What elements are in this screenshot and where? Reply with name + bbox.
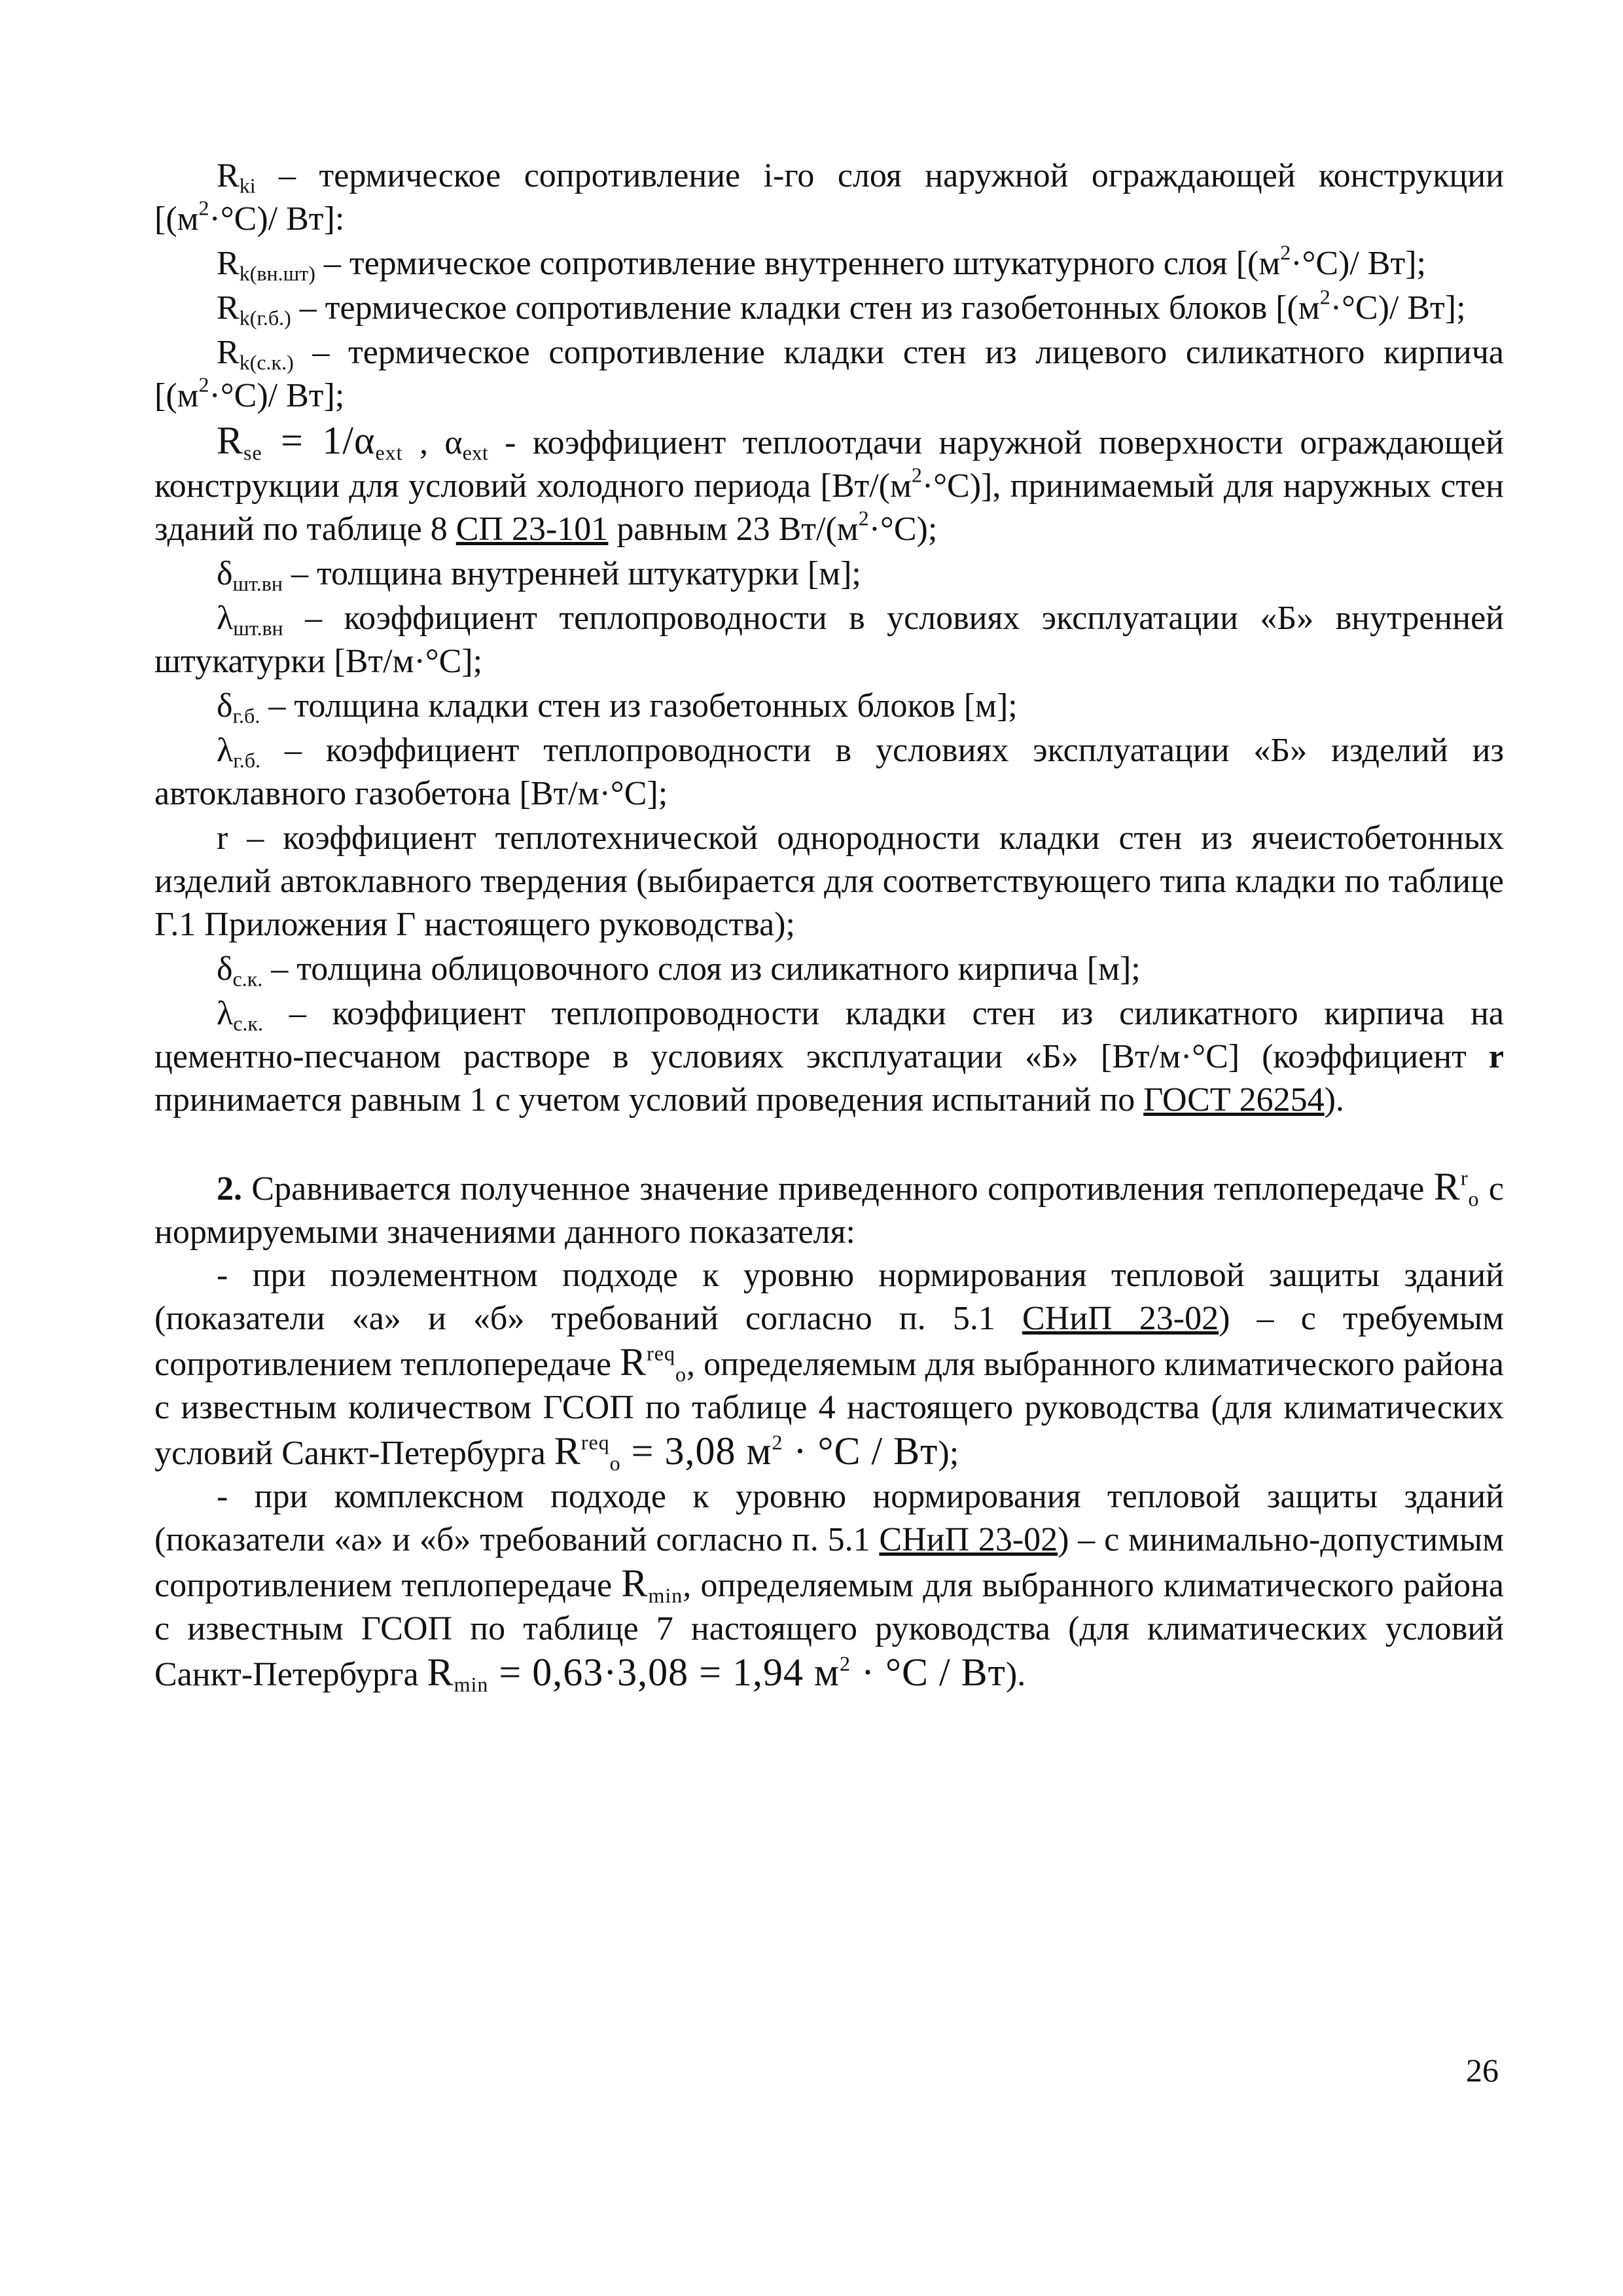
- definition-rse: $R_{se} = 1/\alpha_{ext}$ , $\alpha_{ext}$ - коэффициент теплоотдачи наружной поверхности ограждающей конструкции для условий холодного периода $[Вт/(м^2\cdot^\circ С)]$, принимаемый для наружных стен зданий по таблице 8 СП 23-101 равным 23 $Вт/(м^2\cdot^\circ С)$;: [154, 419, 1505, 548]
- section-number: 2.: [217, 1170, 242, 1208]
- r-min-formula: $R_{min} = 0,63\cdot 3,08 = 1,94$ $м^2 \cdot ^\circ С$ / Вт: [427, 1651, 1006, 1696]
- r-o-r-formula: $R^r_o$: [1433, 1165, 1480, 1211]
- definition-delta-sht: $\delta_{шт.вн}$ – толщина внутренней штукатурки [м];: [217, 555, 861, 596]
- definition-lambda-sht: $\lambda_{шт.вн}$ – коэффициент теплопроводности в условиях эксплуатации «Б» внутренней штукатурки [Вт/м·°С];: [154, 600, 1504, 680]
- r-req-symbol: $R^{req}_o$: [620, 1340, 687, 1386]
- gost-26254-link[interactable]: ГОСТ 26254: [1143, 1081, 1325, 1119]
- definition-rk-vn-sht: $R_{k(вн.шт)}$ – термическое сопротивление внутреннего штукатурного слоя [$(м^2\cdot^\circ С)/$ Вт];: [217, 240, 1426, 285]
- r-req-formula: $R^{req}_o = 3,08$ $м^2 \cdot ^\circ С$ / Вт: [554, 1429, 938, 1475]
- item-complex-approach: - при комплексном подходе к уровню нормирования тепловой защиты зданий (показатели «а» и «б» требований согласно п. 5.1 СНиП 23-02) – с минимально-допустимым сопротивлением теплопередаче $R_{min}$, определяемым для выбранного климатического района с известным ГСОП по таблице 7 настоящего руководства (для климатических условий Санкт-Петербурга $R_{min} = 0,63\cdot 3,08 = 1,94$ $м^2 \cdot ^\circ С / Вт$).: [154, 1478, 1504, 1696]
- body-text: [154, 154, 1504, 1696]
- sp-23-101-link[interactable]: СП 23-101: [455, 511, 609, 548]
- definition-delta-gb: $\delta_{г.б.}$ – толщина кладки стен из газобетонных блоков [м];: [217, 687, 1018, 728]
- rse-formula: $R_{se} = 1/\alpha_{ext}$: [217, 419, 403, 465]
- definition-rk-gb: $R_{k(г.б.)}$ – термическое сопротивление кладки стен из газобетонных блоков [$(м^2\cdot^\circ С)/$ Вт];: [217, 285, 1466, 330]
- definition-lambda-sk: $\lambda_{с.к.}$ – коэффициент теплопроводности кладки стен из силикатного кирпича на цементно-песчаном растворе в условиях эксплуатации «Б» [Вт/м·°С] (коэффициент r принимается равным 1 с учетом условий проведения испытаний по ГОСТ 26254).: [154, 995, 1504, 1119]
- definition-delta-sk: $\delta_{с.к.}$ – толщина облицовочного слоя из силикатного кирпича [м];: [217, 950, 1141, 991]
- section-2: 2. Сравнивается полученное значение приведенного сопротивления теплопередаче $R^r_o$ с нормируемыми значениями данного показателя:: [154, 1165, 1504, 1251]
- definition-lambda-gb: $\lambda_{г.б.}$ – коэффициент теплопроводности в условиях эксплуатации «Б» изделий из автоклавного газобетона [Вт/м·°С];: [154, 732, 1504, 812]
- snip-23-02-link[interactable]: СНиП 23-02: [1022, 1300, 1219, 1337]
- page-number: 26: [1466, 2052, 1499, 2089]
- snip-23-02-link-2[interactable]: СНиП 23-02: [879, 1521, 1058, 1558]
- definition-rki: $R_{ki}$ – термическое сопротивление i-го слоя наружной ограждающей конструкции [$(м^2\cdot^\circ С)/$ Вт]:: [154, 157, 1504, 238]
- r-min-symbol: $R_{min}$: [621, 1562, 683, 1607]
- item-element-approach: - при поэлементном подходе к уровню нормирования тепловой защиты зданий (показатели «а» и «б» требований согласно п. 5.1 СНиП 23-02) – с требуемым сопротивлением теплопередаче $R^{req}_o$, определяемым для выбранного климатического района с известным количеством ГСОП по таблице 4 настоящего руководства (для климатических условий Санкт-Петербурга $R^{req}_o = 3,08$ $м^2 \cdot ^\circ С / Вт$);: [154, 1257, 1504, 1475]
- definition-r: r – коэффициент теплотехнической однородности кладки стен из ячеистобетонных изделий автоклавного твердения (выбирается для соответствующего типа кладки по таблице Г.1 Приложения Г настоящего руководства);: [154, 819, 1504, 943]
- definition-rk-sk: $R_{k(с.к.)}$ – термическое сопротивление кладки стен из лицевого силикатного кирпича [$(м^2\cdot^\circ С)/$ Вт];: [154, 334, 1504, 414]
